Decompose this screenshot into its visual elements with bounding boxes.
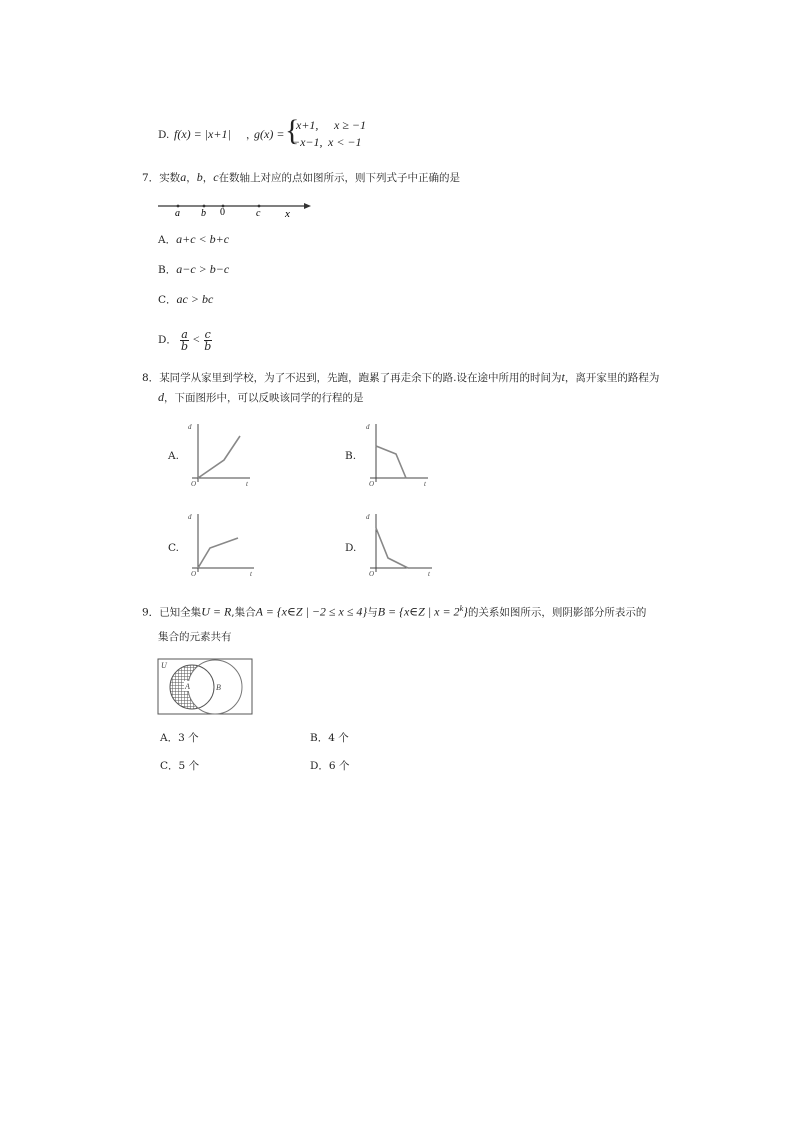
q7-point-b	[203, 205, 206, 208]
q9-b-exponent: k	[459, 604, 464, 613]
q9-option-b-label: B．	[310, 732, 329, 744]
fraction-numerator: a	[181, 327, 188, 341]
axis-label-t: t	[246, 480, 248, 488]
axis-label-t: t	[424, 480, 426, 488]
q7-var-c: c	[213, 170, 219, 184]
q8-number: 8．	[142, 372, 160, 384]
q9-text: ,集合	[231, 606, 256, 619]
q8-option-a-label: A.	[168, 450, 179, 462]
q7-stem-prefix: 实数	[159, 172, 181, 184]
q9-option-d-label: D．	[310, 760, 329, 772]
q9-option-a	[160, 731, 199, 745]
q7-option-d-relation: <	[192, 332, 201, 346]
q6-separator: ，	[246, 129, 257, 141]
axis-label-d: d	[366, 513, 370, 521]
q6-g-case2-expr: −x−1,	[292, 135, 323, 149]
q7-fraction-a-over-b	[180, 329, 189, 352]
q7-option-c-label: C．	[158, 294, 177, 306]
q9-b-expr: B = {x∈Z | x = 2	[377, 604, 460, 619]
q6-g-case1-expr: x+1,	[296, 118, 319, 132]
q7-point-c	[258, 205, 261, 208]
q7-option-c-expr: ac > bc	[176, 292, 214, 306]
q7-axis-label: x	[285, 208, 290, 220]
q9-option-c-label: C．	[160, 760, 179, 772]
q9-number: 9．	[142, 606, 160, 619]
origin-label: O	[191, 570, 197, 578]
q9-option-d	[310, 759, 349, 773]
q9-u-expr: U = R	[201, 604, 232, 619]
q8-stem-text-2: ，下面图形中，可以反映该同学的行程的是	[164, 392, 364, 404]
fraction-denominator: b	[204, 339, 212, 353]
axis-label-d: d	[188, 423, 192, 431]
venn-label-u: U	[161, 661, 167, 670]
q7-comma: ，	[202, 172, 214, 184]
q7-option-a-label: A．	[158, 234, 177, 246]
q9-b-close: }	[463, 604, 468, 619]
fraction-numerator: c	[204, 327, 211, 341]
q8-option-b-label: B.	[345, 450, 357, 462]
q7-option-a-expr: a+c < b+c	[176, 232, 230, 246]
q8-stem-text: 某同学从家里到学校，为了不迟到，先跑，跑累了再走余下的路.设在途中所用的时间为	[159, 372, 562, 384]
q8-stem-text-end: ，离开家里的路程为	[564, 372, 660, 384]
q9-stem-line1	[142, 602, 646, 620]
q8-graph-a	[188, 420, 258, 490]
q7-point-a	[177, 205, 180, 208]
q9-option-a-label: A．	[160, 732, 179, 744]
q9-a-expr: A = {x∈Z | −2 ≤ x ≤ 4}	[255, 604, 368, 619]
q9-option-d-text: 6 个	[328, 760, 350, 772]
q7-option-b-expr: a−c > b−c	[176, 262, 230, 276]
q9-option-c	[160, 759, 199, 773]
q7-stem-suffix: 在数轴上对应的点如图所示，则下列式子中正确的是	[218, 172, 461, 184]
venn-label-a: A	[185, 682, 190, 691]
axis-label-t: t	[250, 570, 252, 578]
q7-option-a	[158, 232, 229, 247]
q9-option-a-text: 3 个	[178, 732, 199, 744]
q9-stem-line2: 集合的元素共有	[158, 631, 232, 643]
q6-f-definition: f(x) = |x+1|	[174, 127, 231, 141]
q6-g-lhs: g(x) =	[254, 127, 285, 141]
q9-venn-diagram	[157, 658, 257, 716]
q7-stem	[142, 170, 460, 185]
q7-number: 7．	[142, 172, 160, 184]
origin-label: O	[191, 480, 197, 488]
q7-label-b: b	[201, 208, 206, 219]
q8-option-c-label: C.	[168, 542, 179, 554]
q7-option-d	[158, 326, 212, 353]
q9-option-b	[310, 731, 349, 745]
q9-text: 与	[367, 606, 378, 619]
q7-var-a: a	[180, 170, 187, 184]
venn-label-b: B	[216, 683, 221, 692]
axis-label-d: d	[366, 423, 370, 431]
q7-option-c	[158, 292, 213, 307]
axis-label-t: t	[428, 570, 430, 578]
q6-g-case1-cond: x ≥ −1	[334, 118, 367, 132]
q6-brace: {	[285, 114, 300, 147]
q7-var-b: b	[196, 170, 203, 184]
q6-g-case2-cond: x < −1	[328, 135, 362, 149]
q8-stem-line2	[158, 390, 364, 405]
origin-label: O	[369, 480, 375, 488]
q7-number-line	[156, 198, 316, 224]
q7-label-0: 0	[220, 207, 225, 218]
axis-label-d: d	[188, 513, 192, 521]
q7-fraction-c-over-b	[204, 329, 212, 352]
q7-option-b	[158, 262, 229, 277]
origin-label: O	[369, 570, 375, 578]
q7-comma: ，	[186, 172, 197, 184]
q7-option-b-label: B．	[158, 264, 177, 276]
q8-graph-d	[366, 510, 436, 580]
fraction-denominator: b	[181, 339, 189, 353]
q6-option-d-label: D.	[158, 129, 170, 141]
q7-label-a: a	[175, 208, 180, 219]
q8-graph-c	[188, 510, 258, 580]
q8-var-d: d	[158, 390, 164, 404]
q8-graph-b	[366, 420, 436, 490]
q7-label-c: c	[256, 208, 261, 219]
q8-var-t: t	[561, 370, 565, 384]
q8-stem-line1	[142, 370, 659, 385]
q7-option-d-label: D．	[158, 334, 177, 346]
q9-text: 已知全集	[159, 606, 202, 619]
q9-option-b-text: 4 个	[328, 732, 349, 744]
q9-text: 的关系如图所示，则阴影部分所表示的	[467, 606, 647, 619]
q9-option-c-text: 5 个	[178, 760, 200, 772]
q8-option-d-label: D.	[345, 542, 357, 554]
